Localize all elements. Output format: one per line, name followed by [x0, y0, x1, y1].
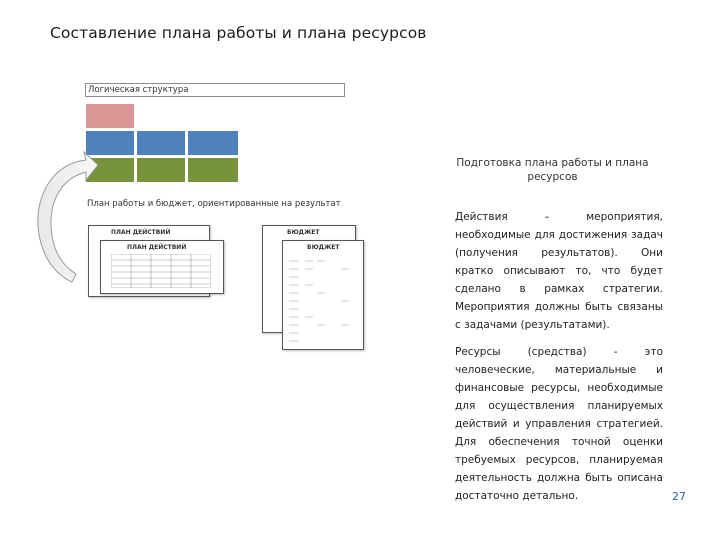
logic-block-result-3 [188, 158, 238, 182]
prep-heading: Подготовка плана работы и плана ресурсов [456, 157, 649, 183]
resources-paragraph: Ресурсы (средства) - это человеческие, материальные и финансовые ресурсы, необходимые для осуществления планируемых действий и управления стратегией. Для обеспечения точной оценки требуемых ресурсов, планируемая деятельность должна быть описана достаточно детально. [455, 346, 663, 502]
action-plan-doc-back-title: ПЛАН ДЕЙСТВИЙ [111, 229, 171, 236]
actions-paragraph: Действия – мероприятия, необходимые для достижения задач (получения результатов). Они кратко описывают то, что будет сделано в рамках стратегии. Мероприятия должны быть связаны с задачами (результатами). [455, 211, 663, 331]
action-plan-grid [111, 254, 211, 288]
logic-block-objective-3 [188, 131, 238, 155]
slide-title: Составление плана работы и плана ресурсов [50, 24, 427, 42]
page-number: 27 [672, 490, 686, 503]
logic-structure-box [85, 83, 345, 97]
logic-block-objective-2 [137, 131, 185, 155]
budget-doc-front-title: БЮДЖЕТ [307, 244, 340, 251]
action-plan-doc-front-title: ПЛАН ДЕЙСТВИЙ [127, 244, 187, 251]
budget-doc-front [282, 240, 364, 350]
action-plan-doc-front [100, 240, 224, 294]
logic-block-result-2 [137, 158, 185, 182]
plan-budget-label: План работы и бюджет, ориентированные на результат [87, 199, 341, 209]
logic-block-goal [86, 104, 134, 128]
budget-lines [289, 255, 357, 345]
logic-structure-label: Логическая структура [88, 85, 189, 95]
budget-doc-back-title: БЮДЖЕТ [287, 229, 320, 236]
